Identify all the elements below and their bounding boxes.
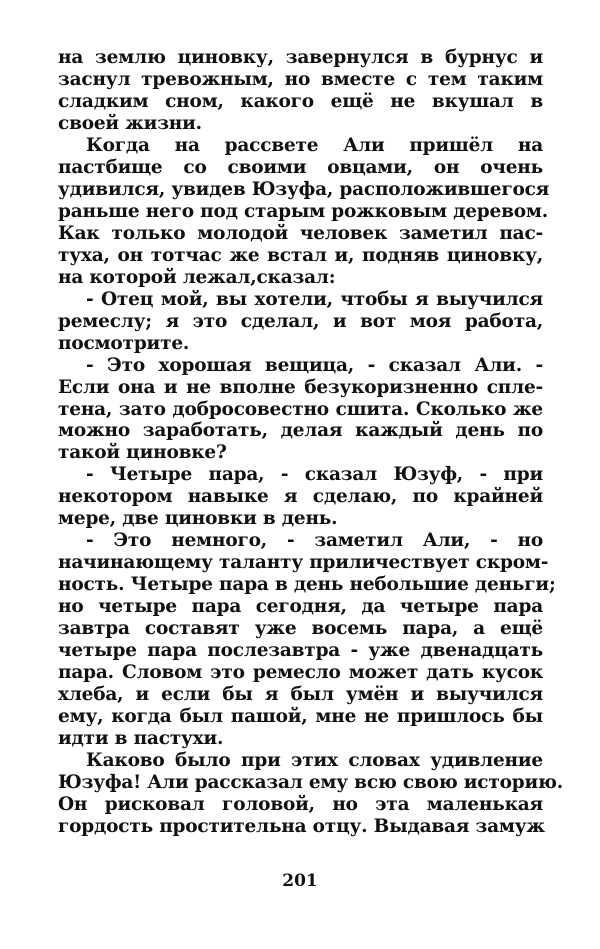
paragraph [58, 464, 543, 530]
paragraph [58, 355, 543, 465]
text-line: - Отец мой, вы хотели, чтобы я выучился [86, 288, 543, 310]
text-line: идти в пастухи. [58, 728, 224, 750]
text-line: мере, две циновки в день. [58, 508, 338, 530]
text-line: завтра составят уже восемь пара, а ещё [58, 618, 543, 640]
text-line: пастбище со своими овцами, он очень [58, 156, 543, 178]
text-line: туха, он тотчас же встал и, подняв циновку, [58, 244, 543, 266]
text-line: пара. Словом это ремесло может дать кусок [58, 662, 543, 684]
text-line: но четыре пара сегодня, да четыре пара [58, 596, 543, 618]
text-line: начинающему таланту приличествует скром- [58, 552, 549, 574]
text-line: сладким сном, какого ещё не вкушал в [58, 90, 543, 112]
text-line: четыре пара послезавтра - уже двенадцать [58, 640, 543, 662]
text-line: ность. Четыре пара в день небольшие деньги; [58, 574, 556, 596]
text-line: - Это немного, - заметил Али, - но [86, 530, 543, 552]
text-line: ремеслу; я это сделал, и вот моя работа, [58, 310, 543, 332]
text-line: гордость простительна отцу. Выдавая замуж [58, 815, 545, 837]
text-line: заснул тревожным, но вместе с тем таким [58, 68, 543, 90]
text-line: такой циновке? [58, 442, 227, 464]
paragraph [58, 134, 550, 289]
text-line: Он рисковал головой, но эта маленькая [58, 793, 543, 815]
page-number: 201 [282, 871, 318, 891]
text-line: ему, когда был пашой, мне не пришлось бы [58, 706, 543, 728]
paragraph [58, 289, 543, 355]
text-line: Юзуфа! Али рассказал ему всю свою историю. [58, 771, 564, 793]
text-line: хлеба, и если бы я был умён и выучился [58, 684, 543, 706]
text-line: Когда на рассвете Али пришёл на [86, 134, 543, 156]
text-line: Если она и не вполне безукоризненно спле- [58, 376, 543, 398]
text-line: на землю циновку, завернулся в бурнус и [58, 47, 543, 68]
paragraph [58, 47, 543, 135]
text-line: тена, зато добросовестно сшита. Сколько же [58, 398, 543, 420]
text-line: своей жизни. [58, 112, 202, 134]
paragraph [58, 530, 556, 750]
text-line: Каково было при этих словах удивление [86, 750, 543, 771]
text-line: - Четыре пара, - сказал Юзуф, - при [86, 464, 543, 486]
text-line: раньше него под старым рожковым деревом. [58, 200, 548, 222]
page-body-text [58, 47, 564, 838]
text-line: удивился, увидев Юзуфа, расположившегося [58, 178, 550, 200]
text-line: на которой лежал,сказал: [58, 266, 336, 288]
paragraph [58, 750, 564, 838]
text-line: - Это хорошая вещица, - сказал Али. - [86, 354, 543, 376]
text-line: Как только молодой человек заметил пас- [58, 222, 543, 244]
text-line: можно заработать, делая каждый день по [58, 420, 543, 442]
text-line: посмотрите. [58, 332, 190, 354]
text-line: некотором навыке я сделаю, по крайней [58, 486, 543, 508]
